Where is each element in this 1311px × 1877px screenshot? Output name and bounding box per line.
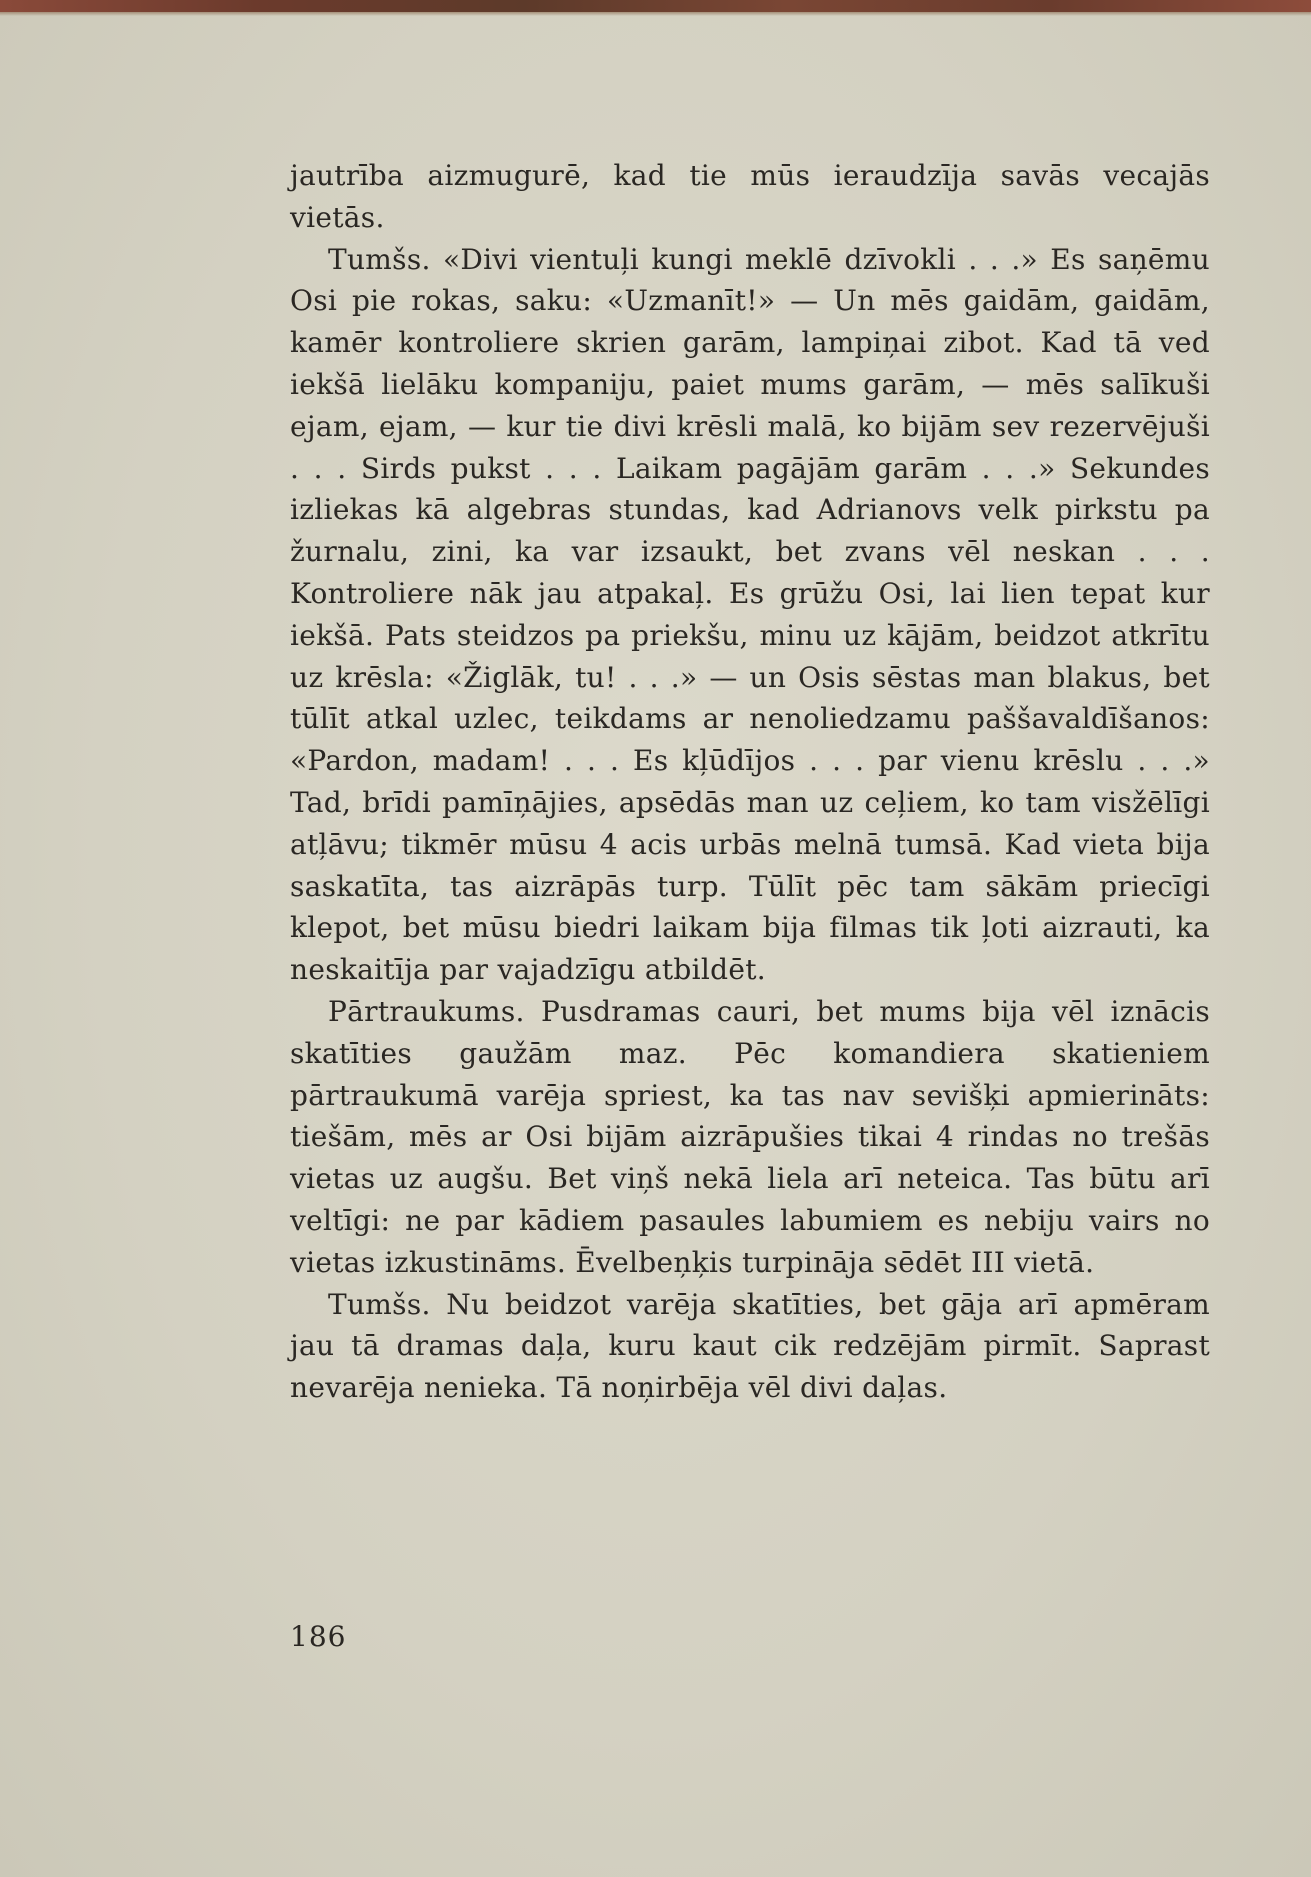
paragraph-3: Pārtraukums. Pusdramas cauri, bet mums bija vēl iznācis skatīties gaužām maz. Pēc komandiera skatieniem pārtraukumā varēja spriest, ka tas nav sevišķi apmierināts: tiešām, mēs ar Osi bijām aizrāpušies tikai 4 rindas no trešās vietas uz augšu. Bet viņš nekā liela arī neteica. Tas būtu arī veltīgi: ne par kādiem pasaules labumiem es nebiju vairs no vietas izkustināms. Ēvelbeņķis turpināja sēdēt III vietā. bbox=[290, 994, 1210, 1279]
paragraph-1: jautrība aizmugurē, kad tie mūs ieraudzīja savās vecajās vietās. bbox=[290, 159, 1210, 234]
book-cover-edge bbox=[0, 0, 1311, 12]
page-edge-shadow bbox=[0, 12, 1311, 16]
paragraph-2: Tumšs. «Divi vientuļi kungi meklē dzīvokli . . .» Es saņēmu Osi pie rokas, saku: «Uzmanīt!» — Un mēs gaidām, gaidām, kamēr kontroliere skrien garām, lampiņai zibot. Kad tā ved iekšā lielāku kompaniju, paiet mums garām, — mēs salīkuši ejam, ejam, — kur tie divi krēsli malā, ko bijām sev rezervējuši . . . Sirds pukst . . . Laikam pagājām garām . . .» Sekundes izliekas kā algebras stundas, kad Adrianovs velk pirkstu pa žurnalu, zini, ka var izsaukt, bet zvans vēl neskan . . . Kontroliere nāk jau atpakaļ. Es grūžu Osi, lai lien tepat kur iekšā. Pats steidzos pa priekšu, minu uz kājām, beidzot atkrītu uz krēsla: «Žiglāk, tu! . . .» — un Osis sēstas man blakus, bet tūlīt atkal uzlec, teikdams ar nenoliedzamu paššavaldīšanos: «Pardon, madam! . . . Es kļūdījos . . . par vienu krēslu . . .» Tad, brīdi pamīņājies, apsēdās man uz ceļiem, ko tam visžēlīgi atļāvu; tikmēr mūsu 4 acis urbās melnā tumsā. Kad vieta bija saskatīta, tas aizrāpās turp. Tūlīt pēc tam sākām priecīgi klepot, bet mūsu biedri laikam bija filmas tik ļoti aizrauti, ka neskaitīja par vajadzīgu atbildēt. bbox=[290, 242, 1210, 987]
page-number: 186 bbox=[290, 1620, 347, 1653]
page-text bbox=[290, 155, 1210, 1409]
paragraph-4: Tumšs. Nu beidzot varēja skatīties, bet gāja arī apmēram jau tā dramas daļa, kuru kaut cik redzējām pirmīt. Saprast nevarēja nenieka. Tā noņirbēja vēl divi daļas. bbox=[290, 1287, 1210, 1405]
